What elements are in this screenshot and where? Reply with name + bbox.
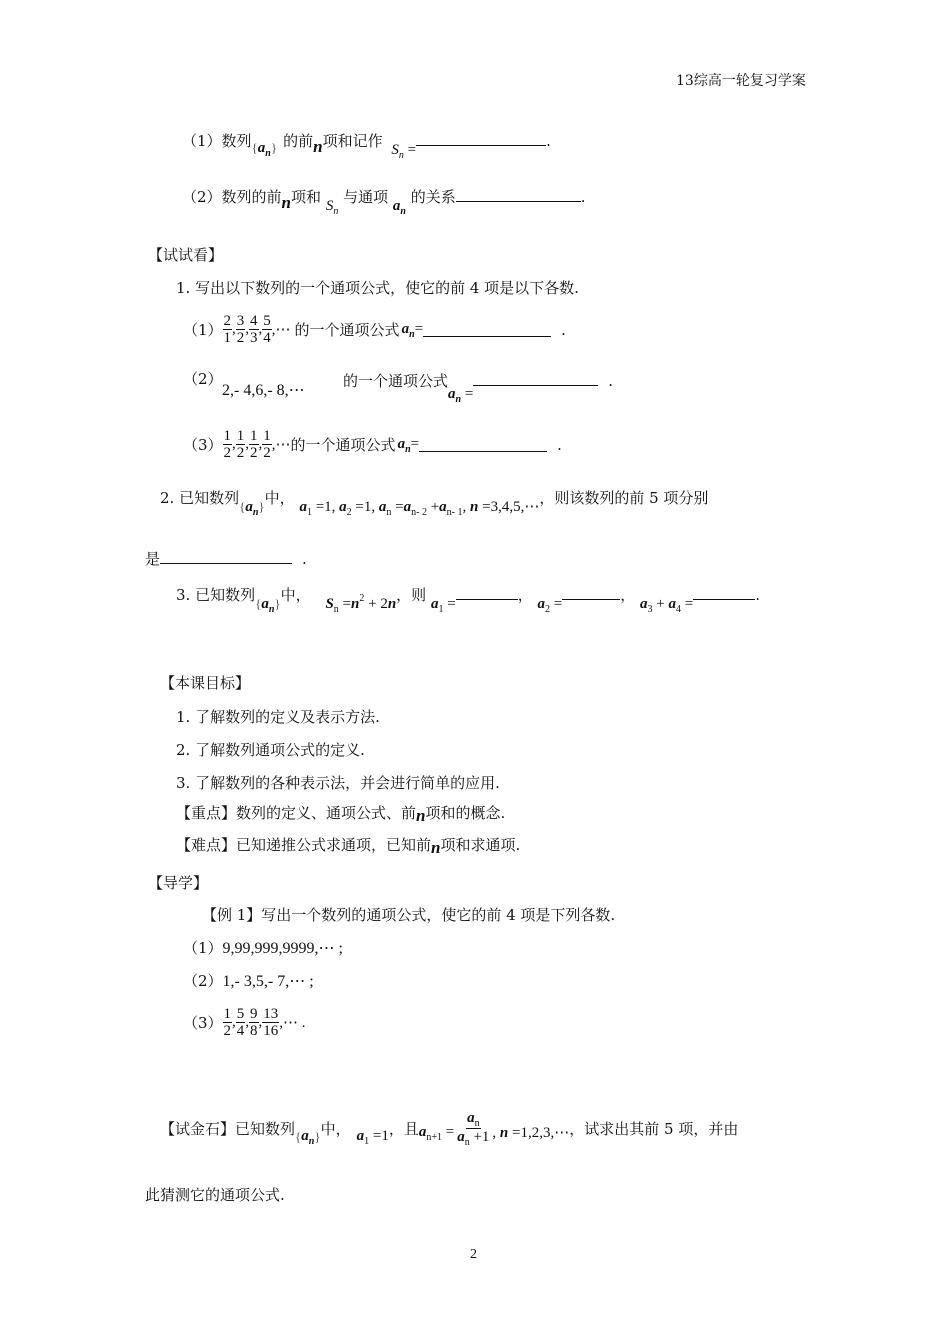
challenge-line2: 此猜测它的通项公式. — [145, 1186, 285, 1204]
try-item-3-label: （3） — [183, 436, 223, 454]
try-item-3: （3） $\frac{1}{2}$ , $\frac{1}{2}$ , $\frac{1}{2}$ , $\frac{1}{2}$ ,⋯ 的一个通项公式 $a_n$ = . — [183, 428, 562, 461]
try-q2-prefix: 2. 已知数列 — [160, 489, 240, 507]
key-point-label: 【重点】 — [176, 804, 237, 822]
example-item-1-label: （1） — [183, 939, 223, 957]
difficulty-label: 【难点】 — [176, 836, 237, 854]
header-title: 13综高一轮复习学案 — [676, 73, 806, 89]
goal-item-3: 3. 了解数列的各种表示法，并会进行简单的应用. — [176, 774, 500, 792]
try-q3-ze: ，则 — [396, 586, 427, 604]
try-item-2-label: （2） — [183, 370, 223, 388]
try-q2-line2: 是 . — [145, 550, 307, 568]
key-point-text-b: 项和的概念. — [425, 804, 506, 822]
try-item-1: （1） $\frac{2}{1}$ , $\frac{3}{2}$ , $\frac{4}{3}$ , $\frac{5}{4}$ ,⋯ 的一个通项公式 $a_n$ = . — [183, 313, 566, 346]
try-heading: 【试试看】 — [148, 246, 224, 264]
recall-q2-mid2: 与通项 — [343, 188, 389, 206]
example-item-2-seq: 1,- 3,5,- 7,⋯ ; — [222, 973, 314, 990]
try-q2-suffix: ，则该数列的前 5 项分别 — [539, 489, 709, 507]
recall-q1-prefix: （1）数列 — [182, 132, 252, 150]
try-q3: 3. 已知数列$\{a_n\}$中， $S_n =n^2 + 2n$，则 $a_1$ = ， $a_2$ = ， $a_3 + a_4$ = . — [176, 586, 760, 615]
recall-q2-suffix: 的关系 — [410, 188, 456, 206]
try-intro: 1. 写出以下数列的一个通项公式，使它的前 4 项是以下各数. — [176, 279, 579, 297]
key-point-text-a: 数列的定义、通项公式、前 — [236, 804, 417, 822]
example-item-2-label: （2） — [183, 972, 223, 990]
try-q3-prefix: 3. 已知数列 — [176, 586, 256, 604]
challenge-label: 【试金石】 — [160, 1120, 236, 1138]
example-item-1-seq: 9,99,999,9999,⋯ ; — [222, 940, 343, 957]
try-q3-zhong: 中， — [280, 586, 311, 604]
recall-q1-mid: 的前 — [283, 132, 314, 150]
example-1: 【例 1】写出一个数列的通项公式，使它的前 4 项是下列各数. — [202, 906, 616, 924]
try-item-2 — [183, 368, 223, 389]
goal-item-2: 2. 了解数列通项公式的定义. — [176, 741, 365, 759]
difficulty-text-b: 项和求通项. — [440, 836, 521, 854]
example-item-1 — [183, 937, 343, 958]
try-item-1-suffix: 的一个通项公式 — [294, 321, 400, 339]
challenge: 【试金石】 已知数列 { $a_n$ } 中， $a_1 =1$ ，且 $a_{n+1}$ = $\frac{a_n}{a_n +1}$ , n =1,2,3,⋯ ，试求出其前 5 项，并由 — [160, 1110, 739, 1148]
example-item-3-label: （3） — [183, 1014, 223, 1032]
recall-q1: （1）数列$\{a_n\}$ 的前n项和记作 $S_n$ = . — [182, 132, 551, 161]
key-point: 【重点】数列的定义、通项公式、前n项和的概念. — [176, 804, 506, 825]
try-item-1-label: （1） — [183, 321, 223, 339]
recall-q2: （2）数列的前n项和 $S_n$ 与通项 $a_n$ 的关系 . — [182, 188, 586, 217]
try-q2-shi: 是 — [145, 550, 161, 568]
difficulty-text-a: 已知递推公式求通项，已知前 — [236, 836, 432, 854]
try-q2-zhong: 中， — [264, 489, 295, 507]
difficulty: 【难点】已知递推公式求通项，已知前n项和求通项. — [176, 836, 521, 857]
challenge-text-a: 已知数列 — [235, 1120, 296, 1138]
challenge-zhong: 中， — [320, 1120, 351, 1138]
try-q2: 2. 已知数列$\{a_n\}$中， $a_1 =1$, $a_2 =1$, $a_n =a_{n- 2} +a_{n- 1}$, n =3,4,5,⋯，则该数列的前 5 项分别 — [160, 489, 709, 518]
recall-q2-prefix: （2）数列的前 — [182, 188, 282, 206]
challenge-qie: ，且 — [388, 1120, 419, 1138]
recall-q1-mid2: 项和记作 — [322, 132, 383, 150]
page-number: 2 — [470, 1247, 477, 1262]
try-item-2-seq: 2,- 4,6,- 8,⋯ — [222, 382, 305, 399]
recall-q2-mid: 项和 — [291, 188, 322, 206]
example-item-2 — [183, 970, 314, 991]
goals-heading: 【本课目标】 — [160, 674, 251, 692]
try-item-2-suffix: 的一个通项公式 — [343, 372, 449, 390]
example-item-3: （3） $\frac{1}{2}$ , $\frac{5}{4}$ , $\frac{9}{8}$ , $\frac{13}{16}$ ,⋯ . — [183, 1006, 306, 1039]
goal-item-1: 1. 了解数列的定义及表示方法. — [176, 708, 380, 726]
try-item-3-suffix: 的一个通项公式 — [290, 436, 396, 454]
guide-heading: 【导学】 — [148, 874, 209, 892]
challenge-tail: ，试求出其前 5 项，并由 — [569, 1120, 739, 1138]
try-item-2-tail: 的一个通项公式$a_n$ =. — [343, 372, 614, 405]
